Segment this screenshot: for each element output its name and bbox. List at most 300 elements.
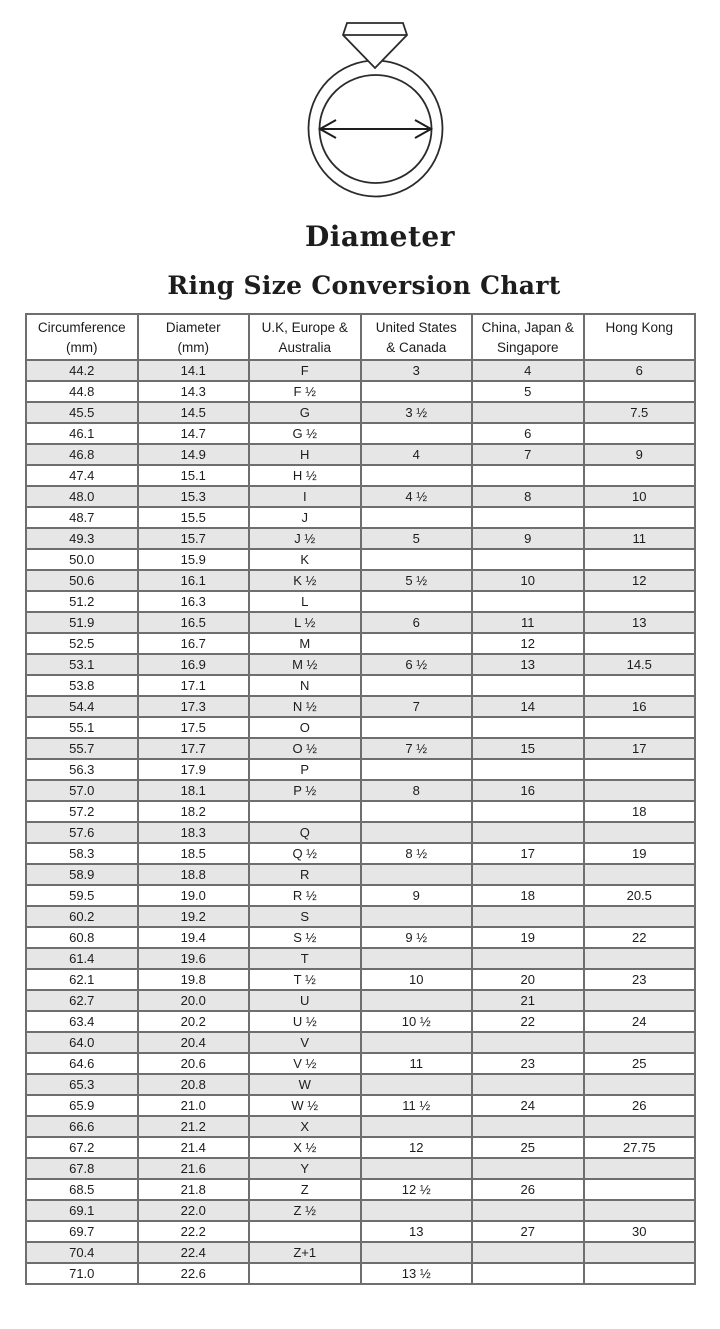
table-cell	[361, 633, 473, 654]
table-cell	[361, 1116, 473, 1137]
table-cell	[472, 1242, 584, 1263]
table-row	[26, 1116, 695, 1137]
table-cell: T	[249, 948, 361, 969]
table-cell: 70.4	[26, 1242, 138, 1263]
table-cell: L ½	[249, 612, 361, 633]
table-cell: 59.5	[26, 885, 138, 906]
table-cell	[361, 465, 473, 486]
table-cell: M ½	[249, 654, 361, 675]
table-cell: P	[249, 759, 361, 780]
table-cell	[584, 1158, 696, 1179]
table-cell: 69.7	[26, 1221, 138, 1242]
table-cell: 22.0	[138, 1200, 250, 1221]
table-cell: 6	[361, 612, 473, 633]
table-cell: 44.8	[26, 381, 138, 402]
ring-size-conversion-table	[25, 313, 696, 1285]
table-cell: K	[249, 549, 361, 570]
table-cell: 7.5	[584, 402, 696, 423]
table-cell: 51.2	[26, 591, 138, 612]
table-cell: G ½	[249, 423, 361, 444]
table-cell: 5	[472, 381, 584, 402]
table-row	[26, 1200, 695, 1221]
table-cell	[361, 822, 473, 843]
table-cell: 60.8	[26, 927, 138, 948]
table-cell: F	[249, 360, 361, 381]
table-cell: 18.2	[138, 801, 250, 822]
table-cell: 22	[584, 927, 696, 948]
table-cell	[584, 549, 696, 570]
table-cell: 65.3	[26, 1074, 138, 1095]
table-cell	[584, 633, 696, 654]
table-cell	[584, 1032, 696, 1053]
table-row	[26, 381, 695, 402]
table-cell: 10	[584, 486, 696, 507]
table-row	[26, 1011, 695, 1032]
table-cell: 14.5	[138, 402, 250, 423]
table-cell: N ½	[249, 696, 361, 717]
table-cell: 22.2	[138, 1221, 250, 1242]
table-cell: W	[249, 1074, 361, 1095]
table-body	[26, 360, 695, 1284]
table-cell: 20.5	[584, 885, 696, 906]
table-cell: 6 ½	[361, 654, 473, 675]
table-cell: J ½	[249, 528, 361, 549]
table-cell	[361, 759, 473, 780]
table-cell: M	[249, 633, 361, 654]
table-cell	[472, 549, 584, 570]
table-cell: K ½	[249, 570, 361, 591]
table-cell	[584, 591, 696, 612]
table-cell: 12 ½	[361, 1179, 473, 1200]
table-cell: 16.9	[138, 654, 250, 675]
table-cell: 16	[584, 696, 696, 717]
table-cell	[361, 1158, 473, 1179]
table-cell	[584, 381, 696, 402]
table-cell: 26	[584, 1095, 696, 1116]
table-cell: 22.4	[138, 1242, 250, 1263]
table-cell: 18.8	[138, 864, 250, 885]
ring-diagram-icon	[290, 12, 460, 207]
column-header: United States & Canada	[361, 314, 473, 360]
table-cell	[472, 759, 584, 780]
table-cell: 21.0	[138, 1095, 250, 1116]
table-cell: 15.3	[138, 486, 250, 507]
table-header	[26, 314, 695, 360]
table-cell: 15.7	[138, 528, 250, 549]
table-cell	[584, 717, 696, 738]
table-cell: 16.1	[138, 570, 250, 591]
table-cell	[361, 864, 473, 885]
table-cell: 67.8	[26, 1158, 138, 1179]
table-cell: 55.1	[26, 717, 138, 738]
table-header-row	[26, 314, 695, 360]
table-cell	[361, 423, 473, 444]
column-header: China, Japan & Singapore	[472, 314, 584, 360]
table-cell: 8	[472, 486, 584, 507]
table-cell: 23	[472, 1053, 584, 1074]
table-cell	[472, 1200, 584, 1221]
table-cell	[584, 822, 696, 843]
table-cell: 17.5	[138, 717, 250, 738]
table-row	[26, 1032, 695, 1053]
table-cell: 24	[472, 1095, 584, 1116]
table-cell: 18.3	[138, 822, 250, 843]
table-row	[26, 1074, 695, 1095]
table-cell	[584, 1074, 696, 1095]
table-cell	[249, 801, 361, 822]
table-cell: 69.1	[26, 1200, 138, 1221]
table-row	[26, 738, 695, 759]
table-row	[26, 444, 695, 465]
table-cell: 9 ½	[361, 927, 473, 948]
table-cell: 6	[472, 423, 584, 444]
table-cell	[472, 822, 584, 843]
table-cell: 25	[584, 1053, 696, 1074]
table-cell: 12	[584, 570, 696, 591]
table-cell: O	[249, 717, 361, 738]
column-header: Circumference (mm)	[26, 314, 138, 360]
table-cell: 57.6	[26, 822, 138, 843]
table-cell: 10	[361, 969, 473, 990]
table-cell: 5	[361, 528, 473, 549]
table-cell: 18.5	[138, 843, 250, 864]
table-cell	[584, 864, 696, 885]
table-cell	[472, 402, 584, 423]
table-cell: 64.0	[26, 1032, 138, 1053]
table-cell: 9	[584, 444, 696, 465]
table-cell	[472, 1074, 584, 1095]
table-cell: 16	[472, 780, 584, 801]
table-cell: 9	[361, 885, 473, 906]
table-cell	[584, 1116, 696, 1137]
column-header: Diameter (mm)	[138, 314, 250, 360]
table-cell: 4	[472, 360, 584, 381]
table-cell: 47.4	[26, 465, 138, 486]
table-row	[26, 654, 695, 675]
table-cell	[249, 1263, 361, 1284]
table-cell: 21.4	[138, 1137, 250, 1158]
table-cell: 15.9	[138, 549, 250, 570]
table-cell: 27	[472, 1221, 584, 1242]
table-cell: 65.9	[26, 1095, 138, 1116]
table-cell	[584, 465, 696, 486]
table-cell: 11	[472, 612, 584, 633]
table-row	[26, 696, 695, 717]
table-cell	[584, 990, 696, 1011]
table-cell: V	[249, 1032, 361, 1053]
table-row	[26, 1053, 695, 1074]
table-row	[26, 402, 695, 423]
table-cell: 22.6	[138, 1263, 250, 1284]
table-cell: X ½	[249, 1137, 361, 1158]
table-cell: 8 ½	[361, 843, 473, 864]
table-row	[26, 969, 695, 990]
table-cell: 54.4	[26, 696, 138, 717]
table-cell: 16.5	[138, 612, 250, 633]
table-row	[26, 675, 695, 696]
table-row	[26, 1263, 695, 1284]
table-cell: F ½	[249, 381, 361, 402]
diameter-label: Diameter	[304, 220, 456, 253]
table-row	[26, 570, 695, 591]
table-cell: 13 ½	[361, 1263, 473, 1284]
table-cell: 66.6	[26, 1116, 138, 1137]
table-cell: 17.9	[138, 759, 250, 780]
table-cell: 50.0	[26, 549, 138, 570]
table-cell: 17	[472, 843, 584, 864]
table-cell	[361, 948, 473, 969]
table-cell	[361, 549, 473, 570]
table-cell: 27.75	[584, 1137, 696, 1158]
table-cell: 45.5	[26, 402, 138, 423]
table-cell: 13	[361, 1221, 473, 1242]
table-cell: 63.4	[26, 1011, 138, 1032]
table-cell	[472, 801, 584, 822]
table-cell: 12	[472, 633, 584, 654]
table-cell	[472, 465, 584, 486]
table-row	[26, 612, 695, 633]
table-cell: S ½	[249, 927, 361, 948]
table-cell: 15.1	[138, 465, 250, 486]
table-cell: Z	[249, 1179, 361, 1200]
table-cell: 17.1	[138, 675, 250, 696]
table-cell: 56.3	[26, 759, 138, 780]
table-cell: 14	[472, 696, 584, 717]
table-cell: 7	[472, 444, 584, 465]
table-cell: Z+1	[249, 1242, 361, 1263]
table-cell: U	[249, 990, 361, 1011]
table-cell: 62.7	[26, 990, 138, 1011]
table-cell: 18	[472, 885, 584, 906]
table-cell: 58.3	[26, 843, 138, 864]
table-cell: 52.5	[26, 633, 138, 654]
table-cell: 61.4	[26, 948, 138, 969]
table-cell: H ½	[249, 465, 361, 486]
table-cell: 46.1	[26, 423, 138, 444]
table-cell	[361, 1074, 473, 1095]
table-cell	[472, 717, 584, 738]
table-cell	[361, 591, 473, 612]
table-cell: 15.5	[138, 507, 250, 528]
table-cell: 3 ½	[361, 402, 473, 423]
table-row	[26, 423, 695, 444]
table-cell	[584, 1242, 696, 1263]
table-cell	[584, 948, 696, 969]
table-cell: Y	[249, 1158, 361, 1179]
table-cell	[361, 381, 473, 402]
table-cell	[472, 948, 584, 969]
table-row	[26, 528, 695, 549]
table-cell: W ½	[249, 1095, 361, 1116]
table-cell: O ½	[249, 738, 361, 759]
table-cell	[361, 717, 473, 738]
table-cell: 19.0	[138, 885, 250, 906]
table-cell: 68.5	[26, 1179, 138, 1200]
table-row	[26, 885, 695, 906]
table-row	[26, 1158, 695, 1179]
table-row	[26, 1179, 695, 1200]
table-cell: Z ½	[249, 1200, 361, 1221]
column-header: Hong Kong	[584, 314, 696, 360]
table-cell: 14.3	[138, 381, 250, 402]
table-cell: 55.7	[26, 738, 138, 759]
table-cell	[472, 1032, 584, 1053]
table-cell: 17.7	[138, 738, 250, 759]
table-cell: I	[249, 486, 361, 507]
table-cell: 53.1	[26, 654, 138, 675]
table-cell: 14.5	[584, 654, 696, 675]
table-cell: 48.0	[26, 486, 138, 507]
ring-illustration	[290, 12, 460, 207]
table-cell: T ½	[249, 969, 361, 990]
table-cell: 16.3	[138, 591, 250, 612]
table-cell	[584, 906, 696, 927]
table-cell: 3	[361, 360, 473, 381]
table-cell: 11	[361, 1053, 473, 1074]
table-cell: 21	[472, 990, 584, 1011]
table-cell: 8	[361, 780, 473, 801]
table-cell: G	[249, 402, 361, 423]
table-cell	[249, 1221, 361, 1242]
table-cell: 46.8	[26, 444, 138, 465]
table-cell: 5 ½	[361, 570, 473, 591]
table-cell: 16.7	[138, 633, 250, 654]
table-row	[26, 507, 695, 528]
table-row	[26, 1221, 695, 1242]
table-cell: 62.1	[26, 969, 138, 990]
table-cell: 19	[472, 927, 584, 948]
table-cell: S	[249, 906, 361, 927]
table-cell: 19	[584, 843, 696, 864]
table-cell: 20.2	[138, 1011, 250, 1032]
table-cell	[472, 507, 584, 528]
table-cell: 53.8	[26, 675, 138, 696]
table-cell: 21.8	[138, 1179, 250, 1200]
table-cell	[584, 1200, 696, 1221]
table-cell: 11 ½	[361, 1095, 473, 1116]
table-cell	[361, 801, 473, 822]
table-cell: L	[249, 591, 361, 612]
table-row	[26, 990, 695, 1011]
table-row	[26, 822, 695, 843]
table-cell: 57.2	[26, 801, 138, 822]
table-row	[26, 591, 695, 612]
table-cell: 14.1	[138, 360, 250, 381]
table-cell: 44.2	[26, 360, 138, 381]
table-cell: 20.8	[138, 1074, 250, 1095]
table-cell: 15	[472, 738, 584, 759]
table-cell: 20.4	[138, 1032, 250, 1053]
table-cell: 12	[361, 1137, 473, 1158]
table-cell	[584, 1179, 696, 1200]
table-cell	[472, 1116, 584, 1137]
table-row	[26, 906, 695, 927]
table-row	[26, 759, 695, 780]
table-row	[26, 948, 695, 969]
table-cell	[584, 423, 696, 444]
table-cell: 4	[361, 444, 473, 465]
table-row	[26, 633, 695, 654]
table-row	[26, 843, 695, 864]
table-cell: 10 ½	[361, 1011, 473, 1032]
column-header: U.K, Europe & Australia	[249, 314, 361, 360]
table-cell	[584, 780, 696, 801]
table-cell: 64.6	[26, 1053, 138, 1074]
table-cell: 14.9	[138, 444, 250, 465]
table-row	[26, 465, 695, 486]
table-cell: 60.2	[26, 906, 138, 927]
table-cell: X	[249, 1116, 361, 1137]
table-cell: 30	[584, 1221, 696, 1242]
table-cell: 57.0	[26, 780, 138, 801]
table-cell: N	[249, 675, 361, 696]
table-cell: 71.0	[26, 1263, 138, 1284]
table-row	[26, 549, 695, 570]
table-row	[26, 1137, 695, 1158]
table-cell: 20.0	[138, 990, 250, 1011]
table-cell: 18.1	[138, 780, 250, 801]
table-row	[26, 927, 695, 948]
table-row	[26, 360, 695, 381]
table-cell: 19.8	[138, 969, 250, 990]
table-cell: 19.2	[138, 906, 250, 927]
table-cell: U ½	[249, 1011, 361, 1032]
table-cell	[584, 675, 696, 696]
table-cell	[472, 906, 584, 927]
table-row	[26, 1095, 695, 1116]
table-cell: 18	[584, 801, 696, 822]
table-cell: V ½	[249, 1053, 361, 1074]
table-cell: P ½	[249, 780, 361, 801]
table-row	[26, 780, 695, 801]
table-cell	[472, 591, 584, 612]
table-cell: 25	[472, 1137, 584, 1158]
table-cell	[361, 1200, 473, 1221]
table-cell: 58.9	[26, 864, 138, 885]
table-cell: 48.7	[26, 507, 138, 528]
table-cell: 67.2	[26, 1137, 138, 1158]
table-cell: 49.3	[26, 528, 138, 549]
table-cell: 14.7	[138, 423, 250, 444]
table-cell: 17.3	[138, 696, 250, 717]
table-row	[26, 864, 695, 885]
table-row	[26, 1242, 695, 1263]
table-cell	[472, 1263, 584, 1284]
table-cell	[361, 1032, 473, 1053]
table-cell: R	[249, 864, 361, 885]
table-cell: 24	[584, 1011, 696, 1032]
table-cell: 20	[472, 969, 584, 990]
table-cell	[472, 864, 584, 885]
table-cell	[584, 759, 696, 780]
table-cell: 6	[584, 360, 696, 381]
table-cell: 13	[584, 612, 696, 633]
page-title: Ring Size Conversion Chart	[167, 271, 561, 300]
table-cell: 11	[584, 528, 696, 549]
table-cell: 26	[472, 1179, 584, 1200]
table-cell: 50.6	[26, 570, 138, 591]
table-cell	[472, 675, 584, 696]
table-cell: 7	[361, 696, 473, 717]
table-cell: J	[249, 507, 361, 528]
table-cell: 19.6	[138, 948, 250, 969]
table-row	[26, 801, 695, 822]
table-cell: 21.2	[138, 1116, 250, 1137]
table-cell: H	[249, 444, 361, 465]
table-cell	[361, 675, 473, 696]
table-cell: 23	[584, 969, 696, 990]
table-cell	[584, 1263, 696, 1284]
